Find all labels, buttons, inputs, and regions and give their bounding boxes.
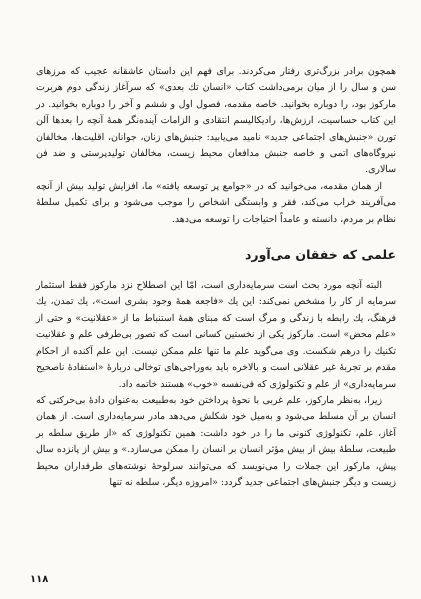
text-column	[36, 64, 396, 491]
paragraph: از همان مقدمه، می‌خوانید که در «جوامع پر توسعه یافته» ما، افزایش تولید بیش از آنچه می‌آفریند خراب می‌کند، فقر و وابستگی اشخاص را موجب می‌شود و برای تکمیل سلطهٔ نظام بر مردم، دانسته و عامداً احتیاجات را توسعه می‌دهد.	[36, 180, 396, 225]
paragraph: زیرا، به‌نظر مارکوز، علم غربی با نحوهٔ پرداختن خود به‌طبیعت به‌عنوان دادهٔ بی‌حرکتی که انسان بر آن مسلط می‌شود و به‌میل خود شکلش می‌دهد مادر سرمایه‌داری است. از همان آغاز، علم، تکنولوژی کنونی ما را در خود داشت: همین تکنولوژی که «از طریق سلطه بر طبیعت، سلطهٔ بیش از بیش مؤثر انسان بر انسان را ممکن می‌سازد.» و بیش از پانزده سال پیش، مارکوز این جملات را می‌نویسد که می‌توانند سرلوحهٔ نوشته‌های طرفداران محیط زیست و دیگر جنبش‌های اجتماعی جدید گردد: «امروزه دیگر، سلطه نه تنها	[36, 394, 396, 488]
section-heading: علمی که خفقان می‌آورد	[245, 247, 396, 263]
paragraph: البته آنچه مورد بحث است سرمایه‌داری است، امّا این اصطلاح نزد مارکوز فقط استثمار سرمایه از کار را مشخص نمی‌کند: این یك «فاجعه همهٔ وجود بشری است»، یك تمدن، یك فرهنگ، یك رابطه با زندگی و مرگ است که مبنای همهٔ استنباط ما از «عقلانیت» و حتی از «علم محض» است. مارکوز یکی از نخستین کسانی است که تصور بی‌طرفی علم و عقلانیت تکنیك را درهم شکست. وی می‌گوید علم ما تنها علم ممکن نیست. این علم آکنده از احکام مقدم بر تجربهٔ غیر عقلانی است و بالاخره باید به‌وراجی‌های توخالی دربارهٔ «استفادهٔ ناصحیح سرمایه‌داری» از علم و تکنولوژی که فی‌نفسه «خوب» هستند خاتمه داد.	[36, 280, 396, 390]
page-number: ۱۱۸	[30, 574, 49, 585]
paragraph: همچون برادر بزرگ‌تری رفتار می‌کردند. برای فهم این داستان عاشقانه عجیب که مرزهای سن و سال را از میان برمی‌داشت کتاب «انسان تك بعدی» که سرآغاز زندگی دوم هربرت مارکوز بود، را دوباره بخوانید. خاصه مقدمه، فصول اول و ششم و آخر را دوباره بخوانید. در این کتاب حساسیت، ارزش‌ها، رادیکالیسم انتقادی و الزامات آینده‌نگر همهٔ آنچه را بعدها آلن تورن «جنبش‌های اجتماعی جدید» نامید می‌یابید: جنبش‌های زنان، جوانان، اقلیت‌ها، مخالفان نیروگاه‌های اتمی و خاصه جنبش مدافعان محیط زیست، مخالفان تولیدپرستی و ضد فن سالاری.	[36, 66, 396, 176]
